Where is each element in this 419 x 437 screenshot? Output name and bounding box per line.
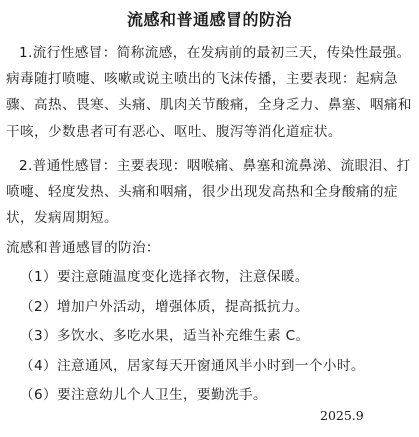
document-date: 2025.9 xyxy=(320,408,364,423)
prevention-item: （2）增加户外活动，增强体质，提高抵抗力。 xyxy=(20,298,309,315)
document-title: 流感和普通感冒的防治 xyxy=(126,10,292,29)
prevention-list xyxy=(20,263,365,411)
prevention-heading: 流感和普通感冒的防治： xyxy=(6,240,160,256)
paragraph-common-cold: 2.普通性感冒：主要表现：咽喉痛、鼻塞和流鼻涕、流眼泪、打喷嚏、轻度发热、头痛和咽痛，很少出现发高热和全身酸痛的症状，发病周期短。 xyxy=(6,158,411,227)
prevention-item: （6）要注意幼儿个人卫生，要勤洗手。 xyxy=(20,387,267,403)
prevention-item: （1）要注意随温度变化选择衣物，注意保暖。 xyxy=(20,269,309,285)
paragraph-influenza: 1.流行性感冒：简称流感，在发病前的最初三天，传染性最强。病毒随打喷嚏、咳嗽或说主喷出的飞沫传播，主要表现：起病急骤、高热、畏寒、头痛、肌肉关节酸痛，全身乏力、鼻塞、咽痛和干咳，少数患者可有恶心、呕吐、腹泻等消化道症状。 xyxy=(6,45,412,140)
prevention-item: （3）多饮水、多吃水果，适当补充维生素 C。 xyxy=(20,328,310,344)
prevention-item: （4）注意通风，居家每天开窗通风半小时到一个小时。 xyxy=(20,357,365,374)
